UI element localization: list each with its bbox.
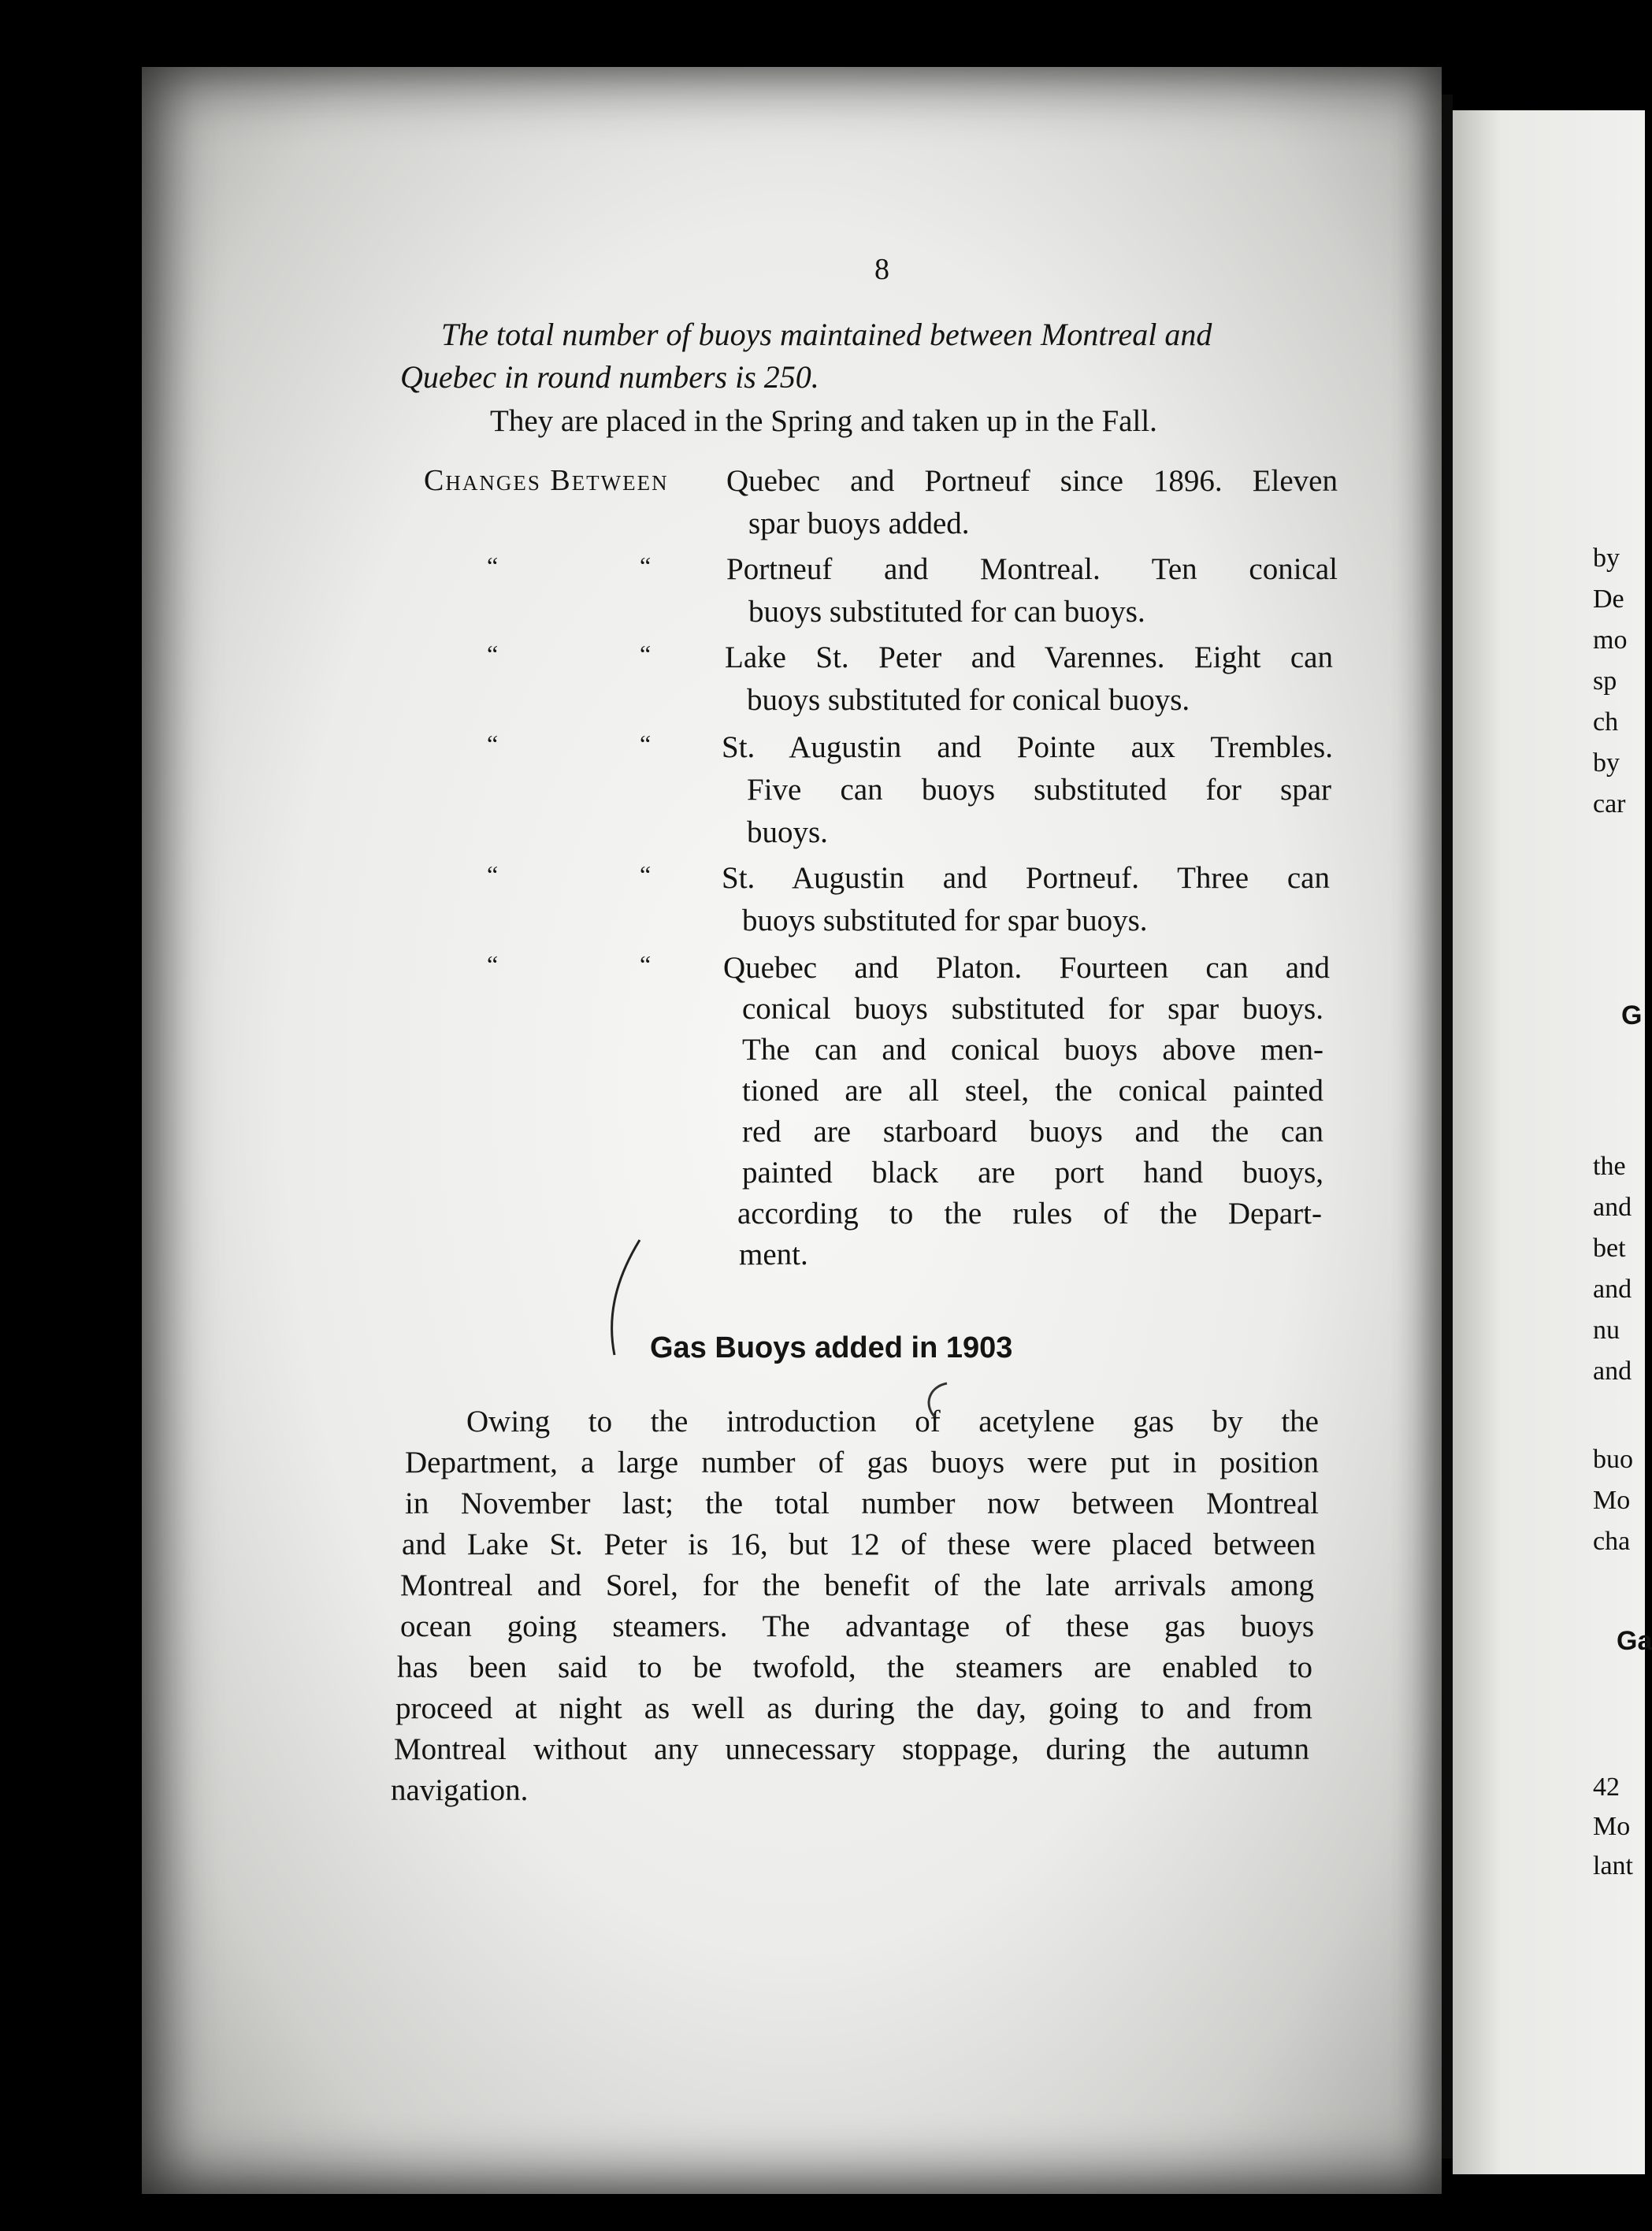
change-4-line-2: Five can buoys substituted for spar [747, 773, 1331, 807]
facing-line: ch [1593, 707, 1619, 737]
change-6-line-2: conical buoys substituted for spar buoys. [742, 992, 1323, 1026]
facing-line: lant [1593, 1851, 1633, 1880]
ditto-mark: “ [640, 860, 653, 889]
pen-mark-c [920, 1380, 952, 1420]
facing-line: sp [1593, 666, 1617, 696]
change-1-line-2: spar buoys added. [748, 507, 970, 540]
change-2-line-2: buoys substituted for can buoys. [748, 595, 1145, 629]
facing-line: G [1621, 1000, 1643, 1030]
facing-line: bet [1593, 1234, 1626, 1263]
change-5-line-2: buoys substituted for spar buoys. [742, 904, 1148, 937]
change-4-line-1: St. Augustin and Pointe aux Trembles. [722, 730, 1333, 764]
facing-line: and [1593, 1275, 1632, 1304]
change-6-line-1: Quebec and Platon. Fourteen can and [723, 951, 1330, 985]
facing-line: mo [1593, 625, 1628, 655]
facing-line: De [1593, 585, 1624, 614]
paragraph-line-7: has been said to be twofold, the steamers are enabled to [397, 1650, 1312, 1684]
paragraph-line-9: Montreal without any unnecessary stoppage, during the autumn [394, 1732, 1309, 1766]
paragraph-line-4: and Lake St. Peter is 16, but 12 of these were placed between [402, 1528, 1316, 1561]
paragraph-line-10: navigation. [391, 1773, 529, 1807]
facing-line: Mo [1593, 1812, 1631, 1841]
change-3-line-1: Lake St. Peter and Varennes. Eight can [725, 640, 1333, 674]
facing-line: 42 [1593, 1773, 1620, 1802]
change-6-line-5: red are starboard buoys and the can [742, 1115, 1323, 1149]
change-1-line-1: Quebec and Portneuf since 1896. Eleven [726, 464, 1338, 498]
change-2-line-1: Portneuf and Montreal. Ten conical [726, 552, 1338, 586]
ditto-mark: “ [640, 729, 653, 758]
intro-line-1: The total number of buoys maintained between Montreal and [441, 317, 1212, 352]
change-6-line-7: according to the rules of the Depart- [737, 1197, 1322, 1231]
facing-line: and [1593, 1193, 1632, 1222]
change-4-line-3: buoys. [747, 815, 828, 849]
facing-line: Mo [1593, 1486, 1631, 1515]
ditto-mark: “ [640, 640, 653, 668]
facing-line: by [1593, 544, 1620, 573]
facing-line: and [1593, 1357, 1632, 1386]
change-6-line-4: tioned are all steel, the conical painted [742, 1074, 1323, 1108]
ditto-mark: “ [487, 551, 500, 580]
ditto-mark: “ [487, 640, 500, 668]
intro-line-3: They are placed in the Spring and taken up in the Fall. [490, 404, 1157, 438]
ditto-mark: “ [640, 551, 653, 580]
facing-line: by [1593, 748, 1620, 778]
page-number: 8 [874, 253, 889, 286]
paragraph-line-5: Montreal and Sorel, for the benefit of the late arrivals among [400, 1568, 1314, 1602]
change-6-line-6: painted black are port hand buoys, [742, 1156, 1323, 1190]
change-5-line-1: St. Augustin and Portneuf. Three can [722, 861, 1330, 895]
paragraph-line-6: ocean going steamers. The advantage of these gas buoys [400, 1609, 1314, 1643]
facing-line: the [1593, 1152, 1626, 1181]
change-6-line-3: The can and conical buoys above men- [742, 1033, 1323, 1067]
changes-heading: Changes Between [424, 464, 669, 497]
change-3-line-2: buoys substituted for conical buoys. [747, 683, 1190, 717]
ditto-mark: “ [640, 950, 653, 978]
paragraph-line-8: proceed at night as well as during the day, going to and from [395, 1691, 1312, 1725]
section-heading: Gas Buoys added in 1903 [650, 1331, 1013, 1364]
pen-mark-bracket [599, 1237, 646, 1363]
change-6-line-8: ment. [739, 1238, 808, 1271]
facing-line: cha [1593, 1527, 1631, 1556]
facing-line: car [1593, 789, 1626, 819]
paragraph-line-3: in November last; the total number now between Montreal [405, 1487, 1319, 1520]
facing-line: buo [1593, 1445, 1633, 1474]
intro-line-2: Quebec in round numbers is 250. [400, 359, 819, 395]
facing-line: Ga [1617, 1626, 1652, 1656]
ditto-mark: “ [487, 729, 500, 758]
facing-line: nu [1593, 1316, 1620, 1345]
paragraph-line-2: Department, a large number of gas buoys were put in position [405, 1446, 1319, 1479]
paragraph-line-1: Owing to the introduction of acetylene gas by the [466, 1405, 1319, 1438]
book-gutter [1442, 95, 1453, 2159]
ditto-mark: “ [487, 950, 500, 978]
ditto-mark: “ [487, 860, 500, 889]
